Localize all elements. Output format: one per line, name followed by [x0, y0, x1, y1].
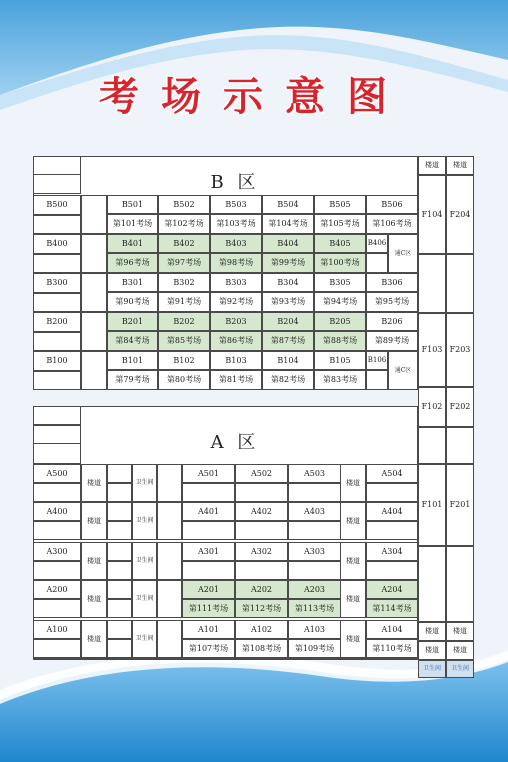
b-room-B205: B205 — [314, 312, 366, 331]
b-row-label: B400 — [33, 234, 81, 254]
a-restroom: 卫生间 — [132, 542, 157, 580]
a-room-A101: A101 — [182, 620, 235, 639]
a-exam-room: 第110考场 — [366, 639, 418, 658]
b-row-spacer — [33, 215, 81, 234]
f-restroom-2: 卫生间 — [446, 660, 474, 678]
room-F203: F203 — [446, 313, 474, 387]
a-row-spacer — [33, 639, 81, 658]
a-room-A502: A502 — [235, 464, 288, 483]
b-exam-room: 第100考场 — [314, 253, 366, 273]
b-room-B106: B106 — [366, 351, 388, 370]
b-exam-room: 第98考场 — [210, 253, 262, 273]
a-room-A104: A104 — [366, 620, 418, 639]
a-stairs-left: 楼道 — [81, 464, 107, 502]
a-row-label: A100 — [33, 620, 81, 639]
a-blank — [107, 639, 132, 658]
a-stairs-left: 楼道 — [81, 580, 107, 618]
b-exam-room: 第90考场 — [107, 292, 158, 312]
b-exam-room: 第83考场 — [314, 370, 366, 390]
a-room-A204: A204 — [366, 580, 418, 599]
a-exam-room — [288, 521, 341, 540]
f-restroom-1: 卫生间 — [418, 660, 446, 678]
b-room-blank — [366, 370, 388, 390]
a-exam-room — [182, 483, 235, 502]
a-exam-room — [235, 521, 288, 540]
a-corner-box-top — [33, 406, 81, 425]
b-exam-room: 第95考场 — [366, 292, 418, 312]
a-blank — [107, 542, 132, 561]
a-exam-room — [182, 521, 235, 540]
a-blank — [107, 483, 132, 502]
b-row-spacer — [33, 254, 81, 273]
a-corridor — [157, 464, 182, 502]
b-corridor — [81, 273, 107, 312]
f-blank-6 — [446, 546, 474, 622]
b-room-B301: B301 — [107, 273, 158, 292]
b-exam-room: 第86考场 — [210, 331, 262, 351]
a-blank — [107, 464, 132, 483]
b-room-B305: B305 — [314, 273, 366, 292]
a-room-A501: A501 — [182, 464, 235, 483]
b-exam-room: 第92考场 — [210, 292, 262, 312]
b-room-B303: B303 — [210, 273, 262, 292]
b-corridor — [81, 195, 107, 234]
a-room-A301: A301 — [182, 542, 235, 561]
b-row-spacer — [33, 293, 81, 312]
a-room-A504: A504 — [366, 464, 418, 483]
b-exam-room: 第106考场 — [366, 214, 418, 234]
a-room-A102: A102 — [235, 620, 288, 639]
b-room-B503: B503 — [210, 195, 262, 214]
a-exam-room — [366, 483, 418, 502]
b-exam-room: 第97考场 — [158, 253, 210, 273]
a-exam-room: 第109考场 — [288, 639, 341, 658]
a-restroom: 卫生间 — [132, 620, 157, 658]
b-zone-label: B 区 — [210, 172, 260, 193]
a-room-A202: A202 — [235, 580, 288, 599]
b-corridor — [81, 351, 107, 390]
a-room-A302: A302 — [235, 542, 288, 561]
a-exam-room: 第112考场 — [235, 599, 288, 618]
a-room-A401: A401 — [182, 502, 235, 521]
a-stairs-left: 楼道 — [81, 542, 107, 580]
room-F104: F104 — [418, 175, 446, 254]
b-exam-room: 第101考场 — [107, 214, 158, 234]
a-row-label: A400 — [33, 502, 81, 521]
b-row-spacer — [33, 371, 81, 390]
room-F103: F103 — [418, 313, 446, 387]
a-room-A201: A201 — [182, 580, 235, 599]
b-room-B401: B401 — [107, 234, 158, 253]
b-passage-to-c: 通C区 — [388, 351, 418, 390]
a-row-spacer — [33, 561, 81, 580]
a-room-A402: A402 — [235, 502, 288, 521]
b-exam-room: 第96考场 — [107, 253, 158, 273]
a-zone-label: A 区 — [210, 432, 260, 453]
b-room-B203: B203 — [210, 312, 262, 331]
a-zone-bottom-line — [33, 658, 418, 660]
room-F202: F202 — [446, 387, 474, 427]
b-room-B204: B204 — [262, 312, 314, 331]
a-exam-room — [288, 483, 341, 502]
b-row-label: B200 — [33, 312, 81, 332]
b-row-label: B300 — [33, 273, 81, 293]
a-stairs-right: 楼道 — [340, 502, 366, 540]
b-exam-room: 第80考场 — [158, 370, 210, 390]
b-row-label: B100 — [33, 351, 81, 371]
b-room-B403: B403 — [210, 234, 262, 253]
b-exam-room: 第85考场 — [158, 331, 210, 351]
b-room-B104: B104 — [262, 351, 314, 370]
a-stairs-left: 楼道 — [81, 620, 107, 658]
a-blank — [107, 561, 132, 580]
b-room-B101: B101 — [107, 351, 158, 370]
a-room-A203: A203 — [288, 580, 341, 599]
a-room-A403: A403 — [288, 502, 341, 521]
b-room-B103: B103 — [210, 351, 262, 370]
a-restroom: 卫生间 — [132, 464, 157, 502]
a-exam-room: 第108考场 — [235, 639, 288, 658]
b-exam-room: 第94考场 — [314, 292, 366, 312]
f-stairs-1: 楼道 — [418, 156, 446, 175]
a-exam-room: 第107考场 — [182, 639, 235, 658]
b-room-B406: B406 — [366, 234, 388, 253]
b-row-label: B500 — [33, 195, 81, 215]
b-exam-room: 第105考场 — [314, 214, 366, 234]
a-corridor — [157, 502, 182, 540]
b-exam-room: 第88考场 — [314, 331, 366, 351]
a-blank — [107, 521, 132, 540]
f-stairs-3: 楼道 — [418, 622, 446, 641]
a-row-label: A500 — [33, 464, 81, 483]
b-exam-room: 第93考场 — [262, 292, 314, 312]
a-stairs-right: 楼道 — [340, 620, 366, 658]
a-blank — [107, 620, 132, 639]
a-stairs-right: 楼道 — [340, 464, 366, 502]
room-F201: F201 — [446, 464, 474, 546]
b-exam-room: 第89考场 — [366, 331, 418, 351]
a-exam-room — [235, 561, 288, 580]
a-exam-room — [182, 561, 235, 580]
f-blank-2 — [446, 254, 474, 313]
f-stairs-6: 楼道 — [446, 641, 474, 660]
b-room-B201: B201 — [107, 312, 158, 331]
a-exam-room — [235, 483, 288, 502]
b-exam-room: 第104考场 — [262, 214, 314, 234]
b-room-B502: B502 — [158, 195, 210, 214]
b-room-B302: B302 — [158, 273, 210, 292]
b-room-B202: B202 — [158, 312, 210, 331]
b-room-B304: B304 — [262, 273, 314, 292]
room-F204: F204 — [446, 175, 474, 254]
a-row-spacer — [33, 599, 81, 618]
b-exam-room: 第79考场 — [107, 370, 158, 390]
b-room-B404: B404 — [262, 234, 314, 253]
b-room-B506: B506 — [366, 195, 418, 214]
b-exam-room: 第81考场 — [210, 370, 262, 390]
f-stairs-5: 楼道 — [418, 641, 446, 660]
b-room-B505: B505 — [314, 195, 366, 214]
b-exam-room: 第103考场 — [210, 214, 262, 234]
a-room-A103: A103 — [288, 620, 341, 639]
a-exam-room — [366, 521, 418, 540]
b-corridor — [81, 234, 107, 273]
b-corner-box-top — [33, 156, 81, 175]
b-room-B501: B501 — [107, 195, 158, 214]
a-blank — [107, 580, 132, 599]
page-title: 考场示意图 — [99, 74, 409, 120]
a-row-label: A200 — [33, 580, 81, 599]
f-blank-5 — [418, 546, 446, 622]
b-room-B102: B102 — [158, 351, 210, 370]
a-restroom: 卫生间 — [132, 502, 157, 540]
a-row-spacer — [33, 521, 81, 540]
a-stairs-right: 楼道 — [340, 542, 366, 580]
a-stairs-left: 楼道 — [81, 502, 107, 540]
b-room-B306: B306 — [366, 273, 418, 292]
b-exam-room: 第102考场 — [158, 214, 210, 234]
b-exam-room: 第82考场 — [262, 370, 314, 390]
b-room-B105: B105 — [314, 351, 366, 370]
f-stairs-4: 楼道 — [446, 622, 474, 641]
a-exam-room: 第111考场 — [182, 599, 235, 618]
b-room-B504: B504 — [262, 195, 314, 214]
a-exam-room — [366, 561, 418, 580]
a-blank — [107, 502, 132, 521]
a-exam-room — [288, 561, 341, 580]
a-room-A503: A503 — [288, 464, 341, 483]
room-F101: F101 — [418, 464, 446, 546]
f-blank-1 — [418, 254, 446, 313]
b-room-B402: B402 — [158, 234, 210, 253]
b-exam-room: 第91考场 — [158, 292, 210, 312]
f-blank-4 — [446, 427, 474, 464]
a-corner-box-mid — [33, 425, 81, 444]
b-exam-room: 第87考场 — [262, 331, 314, 351]
b-passage-to-c: 通C区 — [388, 234, 418, 273]
b-room-B405: B405 — [314, 234, 366, 253]
a-exam-room: 第114考场 — [366, 599, 418, 618]
a-exam-room: 第113考场 — [288, 599, 341, 618]
b-row-spacer — [33, 332, 81, 351]
a-stairs-right: 楼道 — [340, 580, 366, 618]
a-room-A304: A304 — [366, 542, 418, 561]
a-restroom: 卫生间 — [132, 580, 157, 618]
a-room-A404: A404 — [366, 502, 418, 521]
a-corridor — [157, 580, 182, 618]
a-blank — [107, 599, 132, 618]
a-row-spacer — [33, 483, 81, 502]
b-exam-room: 第84考场 — [107, 331, 158, 351]
b-room-B206: B206 — [366, 312, 418, 331]
b-exam-room: 第99考场 — [262, 253, 314, 273]
a-room-A303: A303 — [288, 542, 341, 561]
f-blank-3 — [418, 427, 446, 464]
b-corridor — [81, 312, 107, 351]
room-F102: F102 — [418, 387, 446, 427]
a-corridor — [157, 542, 182, 580]
b-room-blank — [366, 253, 388, 273]
f-stairs-2: 楼道 — [446, 156, 474, 175]
a-row-label: A300 — [33, 542, 81, 561]
a-corridor — [157, 620, 182, 658]
